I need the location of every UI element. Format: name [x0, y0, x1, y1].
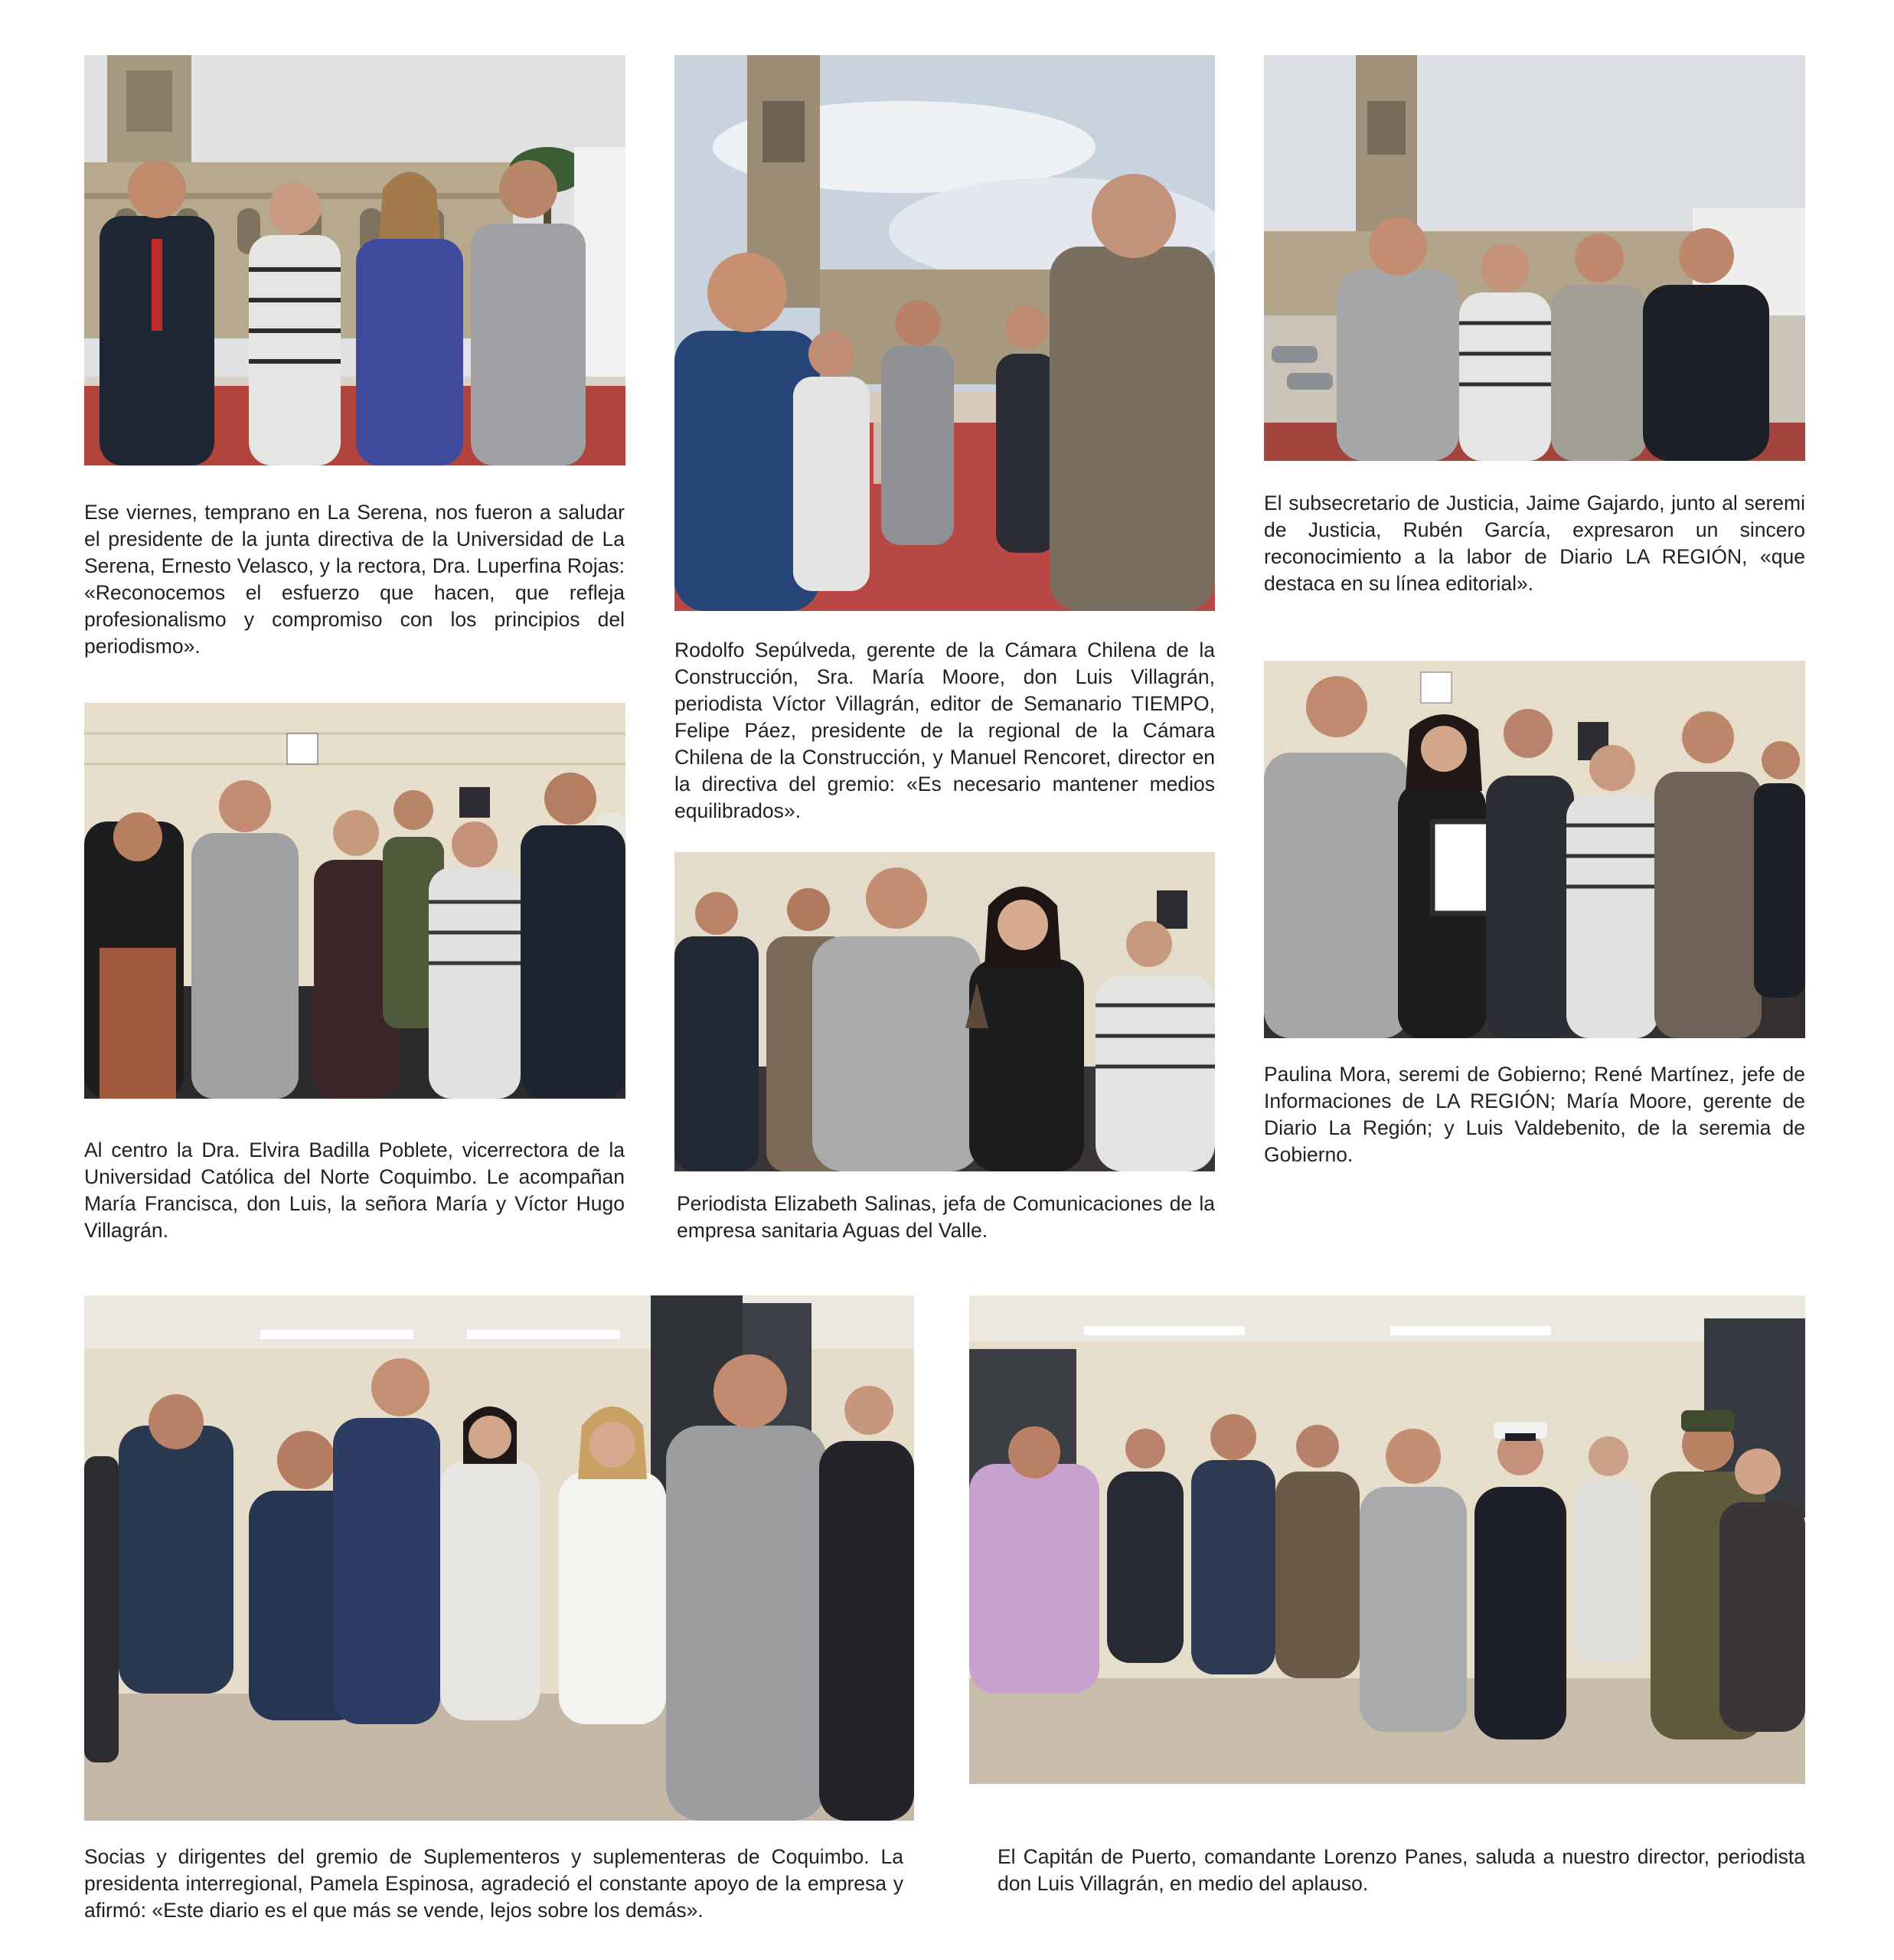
photo-balcony-group-1 — [84, 55, 625, 466]
photo-office-group-4 — [84, 703, 625, 1099]
caption-photo-4: Al centro la Dra. Elvira Badilla Poblete, vicerrectora de la Universidad Católica del Norte Coquimbo. Le acompañan María Francisca, don Luis, la señora María y Víctor Hugo Villagrán. — [84, 1138, 625, 1242]
photo-suplementeros-7 — [84, 1295, 914, 1821]
caption-photo-8: El Capitán de Puerto, comandante Lorenzo Panes, saluda a nuestro director, periodista don Luis Villagrán, en medio del aplauso. — [998, 1845, 1805, 1895]
photo-port-captain-8 — [969, 1295, 1805, 1784]
photo-office-award-5 — [674, 852, 1215, 1171]
photo-balcony-group-2 — [674, 55, 1215, 611]
caption-photo-2: Rodolfo Sepúlveda, gerente de la Cámara Chilena de la Construcción, Sra. María Moore, don Luis Villagrán, periodista Víctor Villagrán, editor de Semanario TIEMPO, Felipe Páez, presidente de la regional de la Cámara Chilena de la Construcción, y Manuel Rencoret, director en la directiva del gremio: «Es necesario mantener medios equilibrados». — [674, 639, 1215, 822]
caption-photo-6: Paulina Mora, seremi de Gobierno; René Martínez, jefe de Informaciones de LA REGIÓN; María Moore, gerente de Diario La Región; y Luis Valdebenito, de la seremia de Gobierno. — [1264, 1063, 1805, 1166]
photo-office-plaque-6 — [1264, 661, 1805, 1038]
caption-photo-1: Ese viernes, temprano en La Serena, nos fueron a saludar el presidente de la junta directiva de la Universidad de La Serena, Ernesto Velasco, y la rectora, Dra. Luperfina Rojas: «Reconocemos el esfuerzo que hacen, que refleja profesionalismo y compromiso con los principios del periodismo». — [84, 501, 625, 658]
caption-photo-7: Socias y dirigentes del gremio de Suplementeros y suplementeras de Coquimbo. La presidenta interregional, Pamela Espinosa, agradeció el constante apoyo de la empresa y afirmó: «Este diario es el que más se vende, lejos sobre los demás». — [84, 1845, 903, 1922]
photo-balcony-group-3 — [1264, 55, 1805, 461]
caption-photo-3: El subsecretario de Justicia, Jaime Gajardo, junto al seremi de Justicia, Rubén García, expresaron un sincero reconocimiento a la labor de Diario LA REGIÓN, «que destaca en su línea editorial». — [1264, 492, 1805, 595]
caption-photo-5: Periodista Elizabeth Salinas, jefa de Comunicaciones de la empresa sanitaria Aguas del Valle. — [677, 1192, 1215, 1242]
